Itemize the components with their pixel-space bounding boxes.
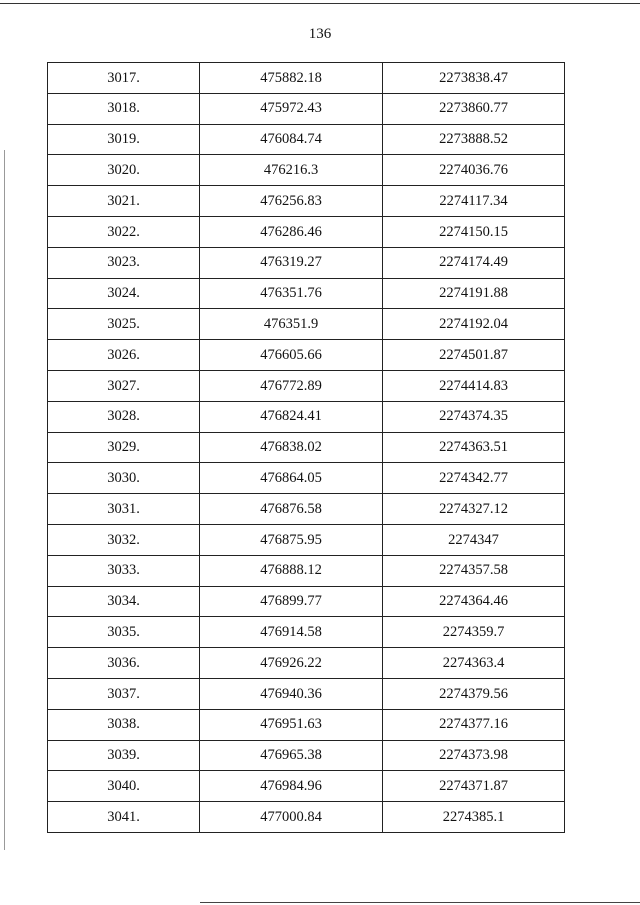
x-coordinate-cell: 476351.76 (200, 278, 383, 309)
x-coordinate-cell: 476605.66 (200, 340, 383, 371)
x-coordinate-cell: 476864.05 (200, 463, 383, 494)
point-number-cell: 3041. (48, 802, 200, 833)
y-coordinate-cell: 2274327.12 (383, 494, 565, 525)
point-number-cell: 3031. (48, 494, 200, 525)
point-number-cell: 3036. (48, 648, 200, 679)
table-row (48, 63, 565, 94)
y-coordinate-cell: 2274371.87 (383, 771, 565, 802)
x-coordinate-cell: 475972.43 (200, 93, 383, 124)
y-coordinate-cell: 2274359.7 (383, 617, 565, 648)
point-number-cell: 3017. (48, 63, 200, 94)
x-coordinate-cell: 475882.18 (200, 63, 383, 94)
table-row (48, 186, 565, 217)
point-number-cell: 3022. (48, 216, 200, 247)
point-number-cell: 3020. (48, 155, 200, 186)
y-coordinate-cell: 2274377.16 (383, 709, 565, 740)
x-coordinate-cell: 476951.63 (200, 709, 383, 740)
table-row (48, 494, 565, 525)
x-coordinate-cell: 476876.58 (200, 494, 383, 525)
point-number-cell: 3033. (48, 555, 200, 586)
x-coordinate-cell: 476216.3 (200, 155, 383, 186)
x-coordinate-cell: 476838.02 (200, 432, 383, 463)
x-coordinate-cell: 476926.22 (200, 648, 383, 679)
scan-edge-mark (4, 150, 5, 850)
point-number-cell: 3023. (48, 247, 200, 278)
x-coordinate-cell: 476824.41 (200, 401, 383, 432)
table-row (48, 247, 565, 278)
point-number-cell: 3027. (48, 370, 200, 401)
table-row (48, 340, 565, 371)
y-coordinate-cell: 2274374.35 (383, 401, 565, 432)
point-number-cell: 3019. (48, 124, 200, 155)
y-coordinate-cell: 2273860.77 (383, 93, 565, 124)
x-coordinate-cell: 476984.96 (200, 771, 383, 802)
table-row (48, 709, 565, 740)
point-number-cell: 3026. (48, 340, 200, 371)
y-coordinate-cell: 2274364.46 (383, 586, 565, 617)
x-coordinate-cell: 476084.74 (200, 124, 383, 155)
point-number-cell: 3035. (48, 617, 200, 648)
y-coordinate-cell: 2274342.77 (383, 463, 565, 494)
table-row (48, 93, 565, 124)
point-number-cell: 3021. (48, 186, 200, 217)
table-row (48, 555, 565, 586)
table-row (48, 401, 565, 432)
y-coordinate-cell: 2274414.83 (383, 370, 565, 401)
table-row (48, 278, 565, 309)
y-coordinate-cell: 2274501.87 (383, 340, 565, 371)
point-number-cell: 3024. (48, 278, 200, 309)
table-row (48, 432, 565, 463)
table-row (48, 309, 565, 340)
coordinates-table (47, 62, 565, 833)
y-coordinate-cell: 2274357.58 (383, 555, 565, 586)
y-coordinate-cell: 2274192.04 (383, 309, 565, 340)
point-number-cell: 3038. (48, 709, 200, 740)
x-coordinate-cell: 476319.27 (200, 247, 383, 278)
point-number-cell: 3032. (48, 524, 200, 555)
point-number-cell: 3030. (48, 463, 200, 494)
y-coordinate-cell: 2274191.88 (383, 278, 565, 309)
point-number-cell: 3034. (48, 586, 200, 617)
bottom-rule (200, 902, 640, 903)
y-coordinate-cell: 2274363.51 (383, 432, 565, 463)
y-coordinate-cell: 2274117.34 (383, 186, 565, 217)
top-rule (0, 3, 640, 4)
point-number-cell: 3028. (48, 401, 200, 432)
point-number-cell: 3018. (48, 93, 200, 124)
table-row (48, 586, 565, 617)
x-coordinate-cell: 476965.38 (200, 740, 383, 771)
x-coordinate-cell: 476875.95 (200, 524, 383, 555)
point-number-cell: 3025. (48, 309, 200, 340)
x-coordinate-cell: 476899.77 (200, 586, 383, 617)
x-coordinate-cell: 476256.83 (200, 186, 383, 217)
point-number-cell: 3029. (48, 432, 200, 463)
point-number-cell: 3040. (48, 771, 200, 802)
y-coordinate-cell: 2274385.1 (383, 802, 565, 833)
table-row (48, 648, 565, 679)
x-coordinate-cell: 476888.12 (200, 555, 383, 586)
x-coordinate-cell: 476351.9 (200, 309, 383, 340)
table-row (48, 463, 565, 494)
table-row (48, 771, 565, 802)
x-coordinate-cell: 476286.46 (200, 216, 383, 247)
y-coordinate-cell: 2274174.49 (383, 247, 565, 278)
table-row (48, 617, 565, 648)
page-number: 136 (308, 26, 332, 42)
x-coordinate-cell: 476940.36 (200, 678, 383, 709)
y-coordinate-cell: 2274363.4 (383, 648, 565, 679)
table-row (48, 678, 565, 709)
table-row (48, 216, 565, 247)
point-number-cell: 3037. (48, 678, 200, 709)
coordinates-table-body (48, 63, 565, 833)
point-number-cell: 3039. (48, 740, 200, 771)
x-coordinate-cell: 476914.58 (200, 617, 383, 648)
table-row (48, 740, 565, 771)
y-coordinate-cell: 2274373.98 (383, 740, 565, 771)
y-coordinate-cell: 2274150.15 (383, 216, 565, 247)
table-row (48, 370, 565, 401)
table-row (48, 802, 565, 833)
x-coordinate-cell: 476772.89 (200, 370, 383, 401)
table-row (48, 524, 565, 555)
y-coordinate-cell: 2274379.56 (383, 678, 565, 709)
y-coordinate-cell: 2273838.47 (383, 63, 565, 94)
y-coordinate-cell: 2274347 (383, 524, 565, 555)
y-coordinate-cell: 2273888.52 (383, 124, 565, 155)
table-row (48, 155, 565, 186)
x-coordinate-cell: 477000.84 (200, 802, 383, 833)
table-row (48, 124, 565, 155)
y-coordinate-cell: 2274036.76 (383, 155, 565, 186)
